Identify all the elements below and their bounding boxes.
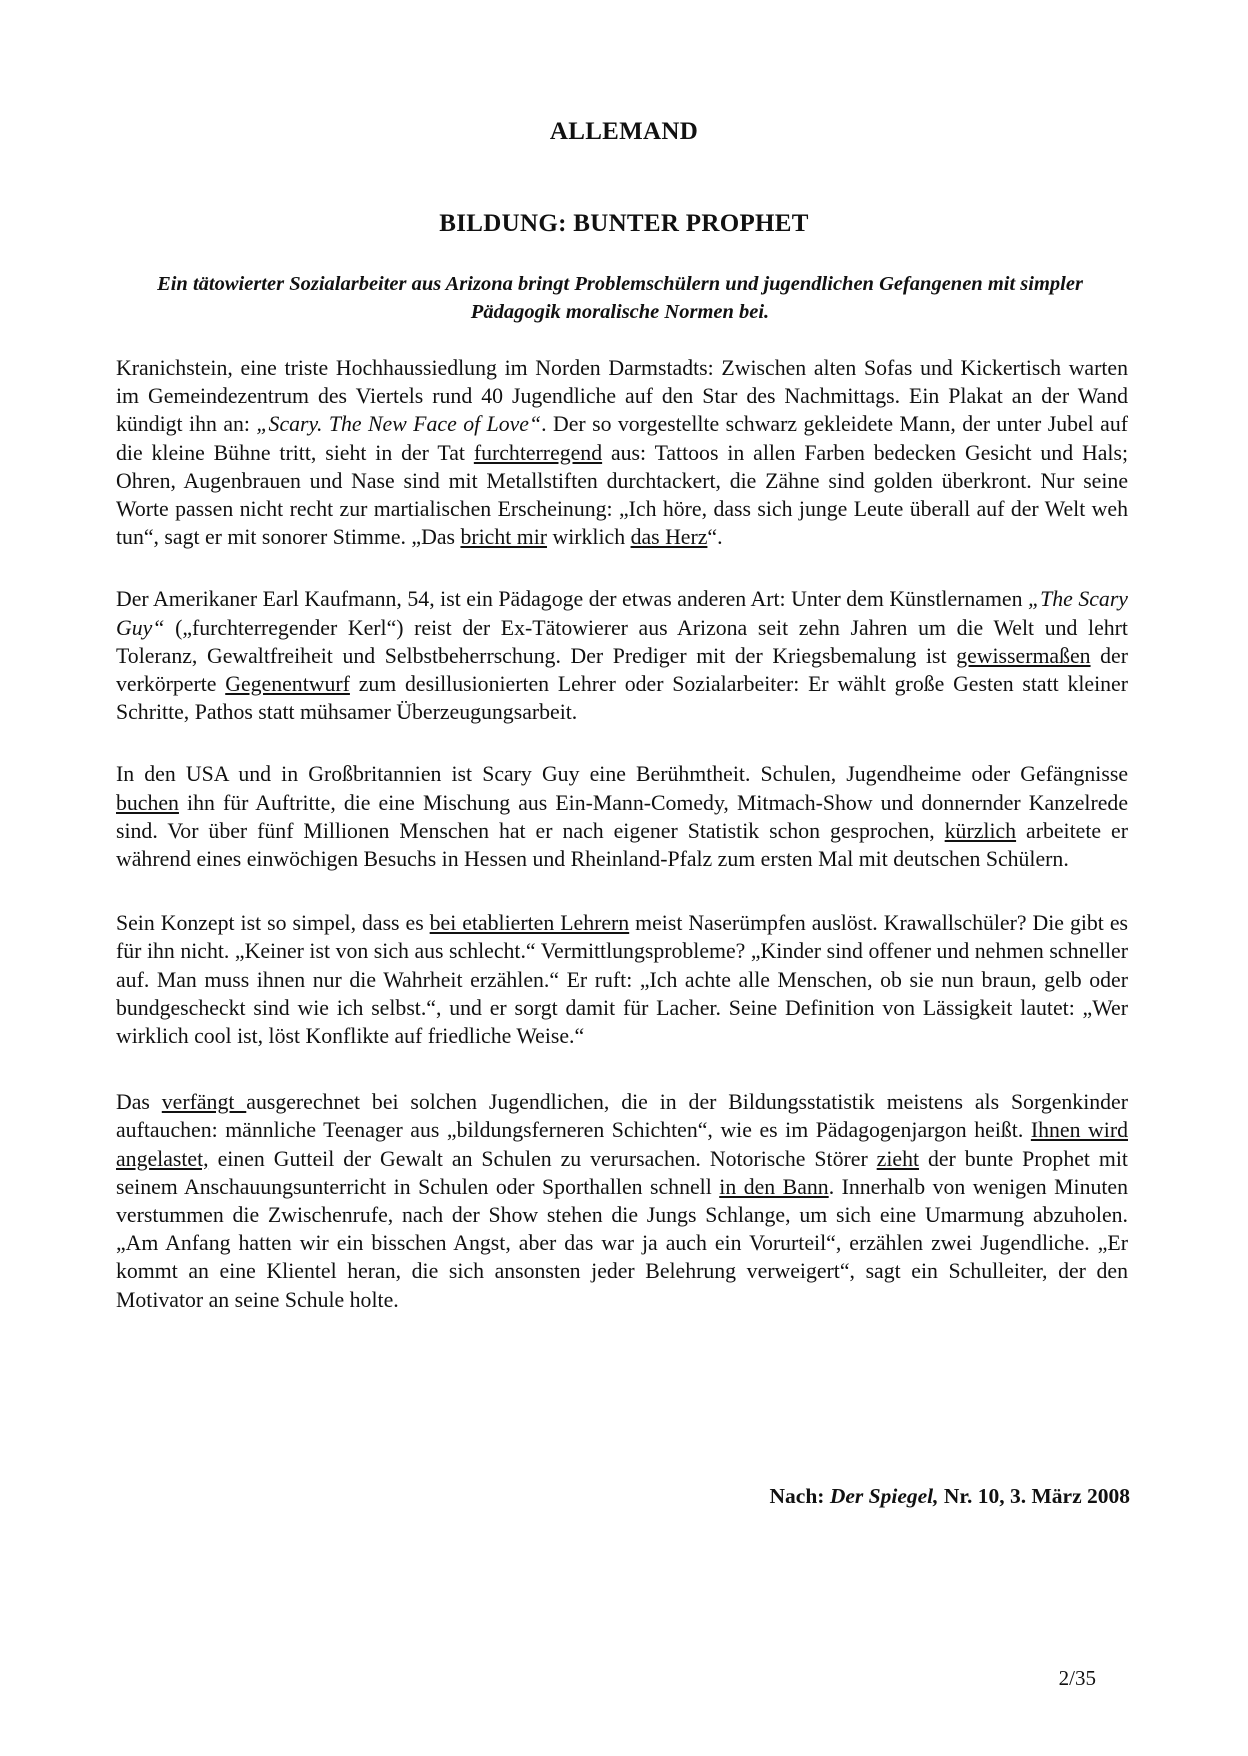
underlined-term: verfängt [161, 1090, 247, 1115]
paragraph [116, 585, 1128, 726]
underlined-term: bricht mir [460, 525, 548, 550]
underlined-term: Gegenentwurf [225, 672, 350, 697]
article-lead: Ein tätowierter Sozialarbeiter aus Arizona bringt Problemschülern und jugendlichen Gefangenen mit simpler Pädagogik moralische Normen bei. [157, 273, 1083, 323]
text-run: Sein Konzept ist so simpel, dass es [116, 911, 430, 936]
paragraph [116, 760, 1128, 873]
article-body [116, 354, 1128, 1348]
underlined-term: das Herz [630, 525, 708, 550]
italic-phrase: „The Scary Guy“ [116, 587, 1128, 640]
text-run: der bunte Prophet mit seinem Anschauungsunterricht in Schulen oder Sporthallen schnell [116, 1146, 1128, 1199]
text-run: der verkörperte [116, 643, 1128, 697]
text-run: arbeitete er während eines einwöchigen Besuchs in Hessen und Rheinland-Pfalz zum ersten Mal mit deutschen Schülern. [116, 818, 1128, 872]
article-title: BILDUNG: BUNTER PROPHET [439, 210, 809, 237]
text-run: In den USA und in Großbritannien ist Scary Guy eine Berühmtheit. Schulen, Jugendheime oder Gefängnisse [116, 762, 1128, 787]
subject-heading: ALLEMAND [549, 118, 699, 145]
text-run: Der Amerikaner Earl Kaufmann, 54, ist ein Pädagoge der etwas anderen Art: Unter dem Künstlernamen [116, 587, 1029, 612]
source-publication: Der Spiegel, [829, 1484, 939, 1508]
underlined-term: furchterregend [473, 440, 603, 465]
underlined-term: in den Bann [719, 1174, 829, 1199]
source-prefix: Nach: [769, 1484, 830, 1508]
text-run: meist Naserümpfen auslöst. Krawallschüler? Die gibt es für ihn nicht. „Keiner ist von sich aus schlecht.“ Vermittlungsprobleme? „Kinder sind offener und nehmen schneller auf. Man muss ihnen nur die Wahrheit erzählen.“ Er ruft: „Ich achte alle Menschen, ob sie nun braun, gelb oder bundgescheckt sind wie ich selbst.“, und er sorgt damit für Lacher. Seine Definition von Lässigkeit lautet: „Wer wirklich cool ist, löst Konflikte auf friedliche Weise.“ [116, 911, 1128, 1049]
text-run: . Der so vorgestellte schwarz gekleidete Mann, der unter Jubel auf die kleine Bühne tritt, sieht in der Tat [116, 412, 1129, 465]
paragraph [116, 354, 1128, 551]
text-run: zum desillusionierten Lehrer oder Sozialarbeiter: Er wählt große Gesten statt kleiner Schritte, Pathos statt mühsamer Überzeugungsarbeit. [116, 672, 1128, 725]
text-run: . Innerhalb von wenigen Minuten verstummen die Zwischenrufe, nach der Show stehen die Jungs Schlange, um sich eine Umarmung abzuholen. „Am Anfang hatten wir ein bisschen Angst, aber das war ja auch ein Vorurteil“, erzählen zwei Jugendliche. „Er kommt an eine Klientel heran, die sich ansonsten jeder Belehrung verweigert“, sagt ein Schulleiter, der den Motivator an seine Schule holte. [116, 1174, 1128, 1312]
text-run: („furchterregender Kerl“) reist der Ex-Tätowierer aus Arizona seit zehn Jahren um die Welt und lehrt Toleranz, Gewaltfreiheit und Selbstbeherrschung. Der Prediger mit der Kriegsbemalung ist [116, 615, 1128, 668]
paragraph [116, 909, 1128, 1050]
underlined-term: buchen [116, 790, 179, 815]
text-run: Das [116, 1090, 162, 1115]
text-run: aus: Tattoos in allen Farben bedecken Gesicht und Hals; Ohren, Augenbrauen und Nase sind mit Metallstiften durchtackert, die Zähne sind golden überkront. Nur seine Worte passen nicht recht zur martialischen Erscheinung: „Ich höre, dass sich junge Leute überall auf der Welt weh tun“, sagt er mit sonorer Stimme. „Das [116, 440, 1128, 550]
text-run: “. [707, 525, 723, 550]
text-run: einen Gutteil der Gewalt an Schulen zu verursachen. Notorische Störer [208, 1146, 877, 1171]
underlined-term: kürzlich [944, 818, 1017, 843]
page-number: 2/35 [1058, 1666, 1096, 1690]
underlined-term: zieht [876, 1146, 920, 1171]
underlined-term: gewissermaßen [956, 643, 1091, 668]
text-run: ihn für Auftritte, die eine Mischung aus Ein-Mann-Comedy, Mitmach-Show und donnernder Kanzelrede sind. Vor über fünf Millionen Menschen hat er nach eigener Statistik schon gesprochen, [116, 790, 1128, 843]
underlined-term: bei etablierten Lehrern [429, 911, 630, 936]
source-suffix: Nr. 10, 3. März 2008 [938, 1484, 1130, 1508]
italic-phrase: „Scary. The New Face of Love“ [256, 412, 542, 437]
underlined-term: Ihnen wird angelastet, [116, 1118, 1128, 1171]
text-run: ausgerechnet bei solchen Jugendlichen, die in der Bildungsstatistik meistens als Sorgenkinder auftauchen: männliche Teenager aus „bildungsferneren Schichten“, wie es im Pädagogenjargon heißt. [116, 1090, 1128, 1143]
text-run: wirklich [547, 525, 631, 550]
source-citation [770, 1484, 1130, 1509]
text-run: Kranichstein, eine triste Hochhaussiedlung im Norden Darmstadts: Zwischen alten Sofas und Kickertisch warten im Gemeindezentrum des Viertels rund 40 Jugendliche auf den Star des Nachmittags. Ein Plakat an der Wand kündigt ihn an: [116, 356, 1128, 437]
paragraph [116, 1088, 1128, 1314]
